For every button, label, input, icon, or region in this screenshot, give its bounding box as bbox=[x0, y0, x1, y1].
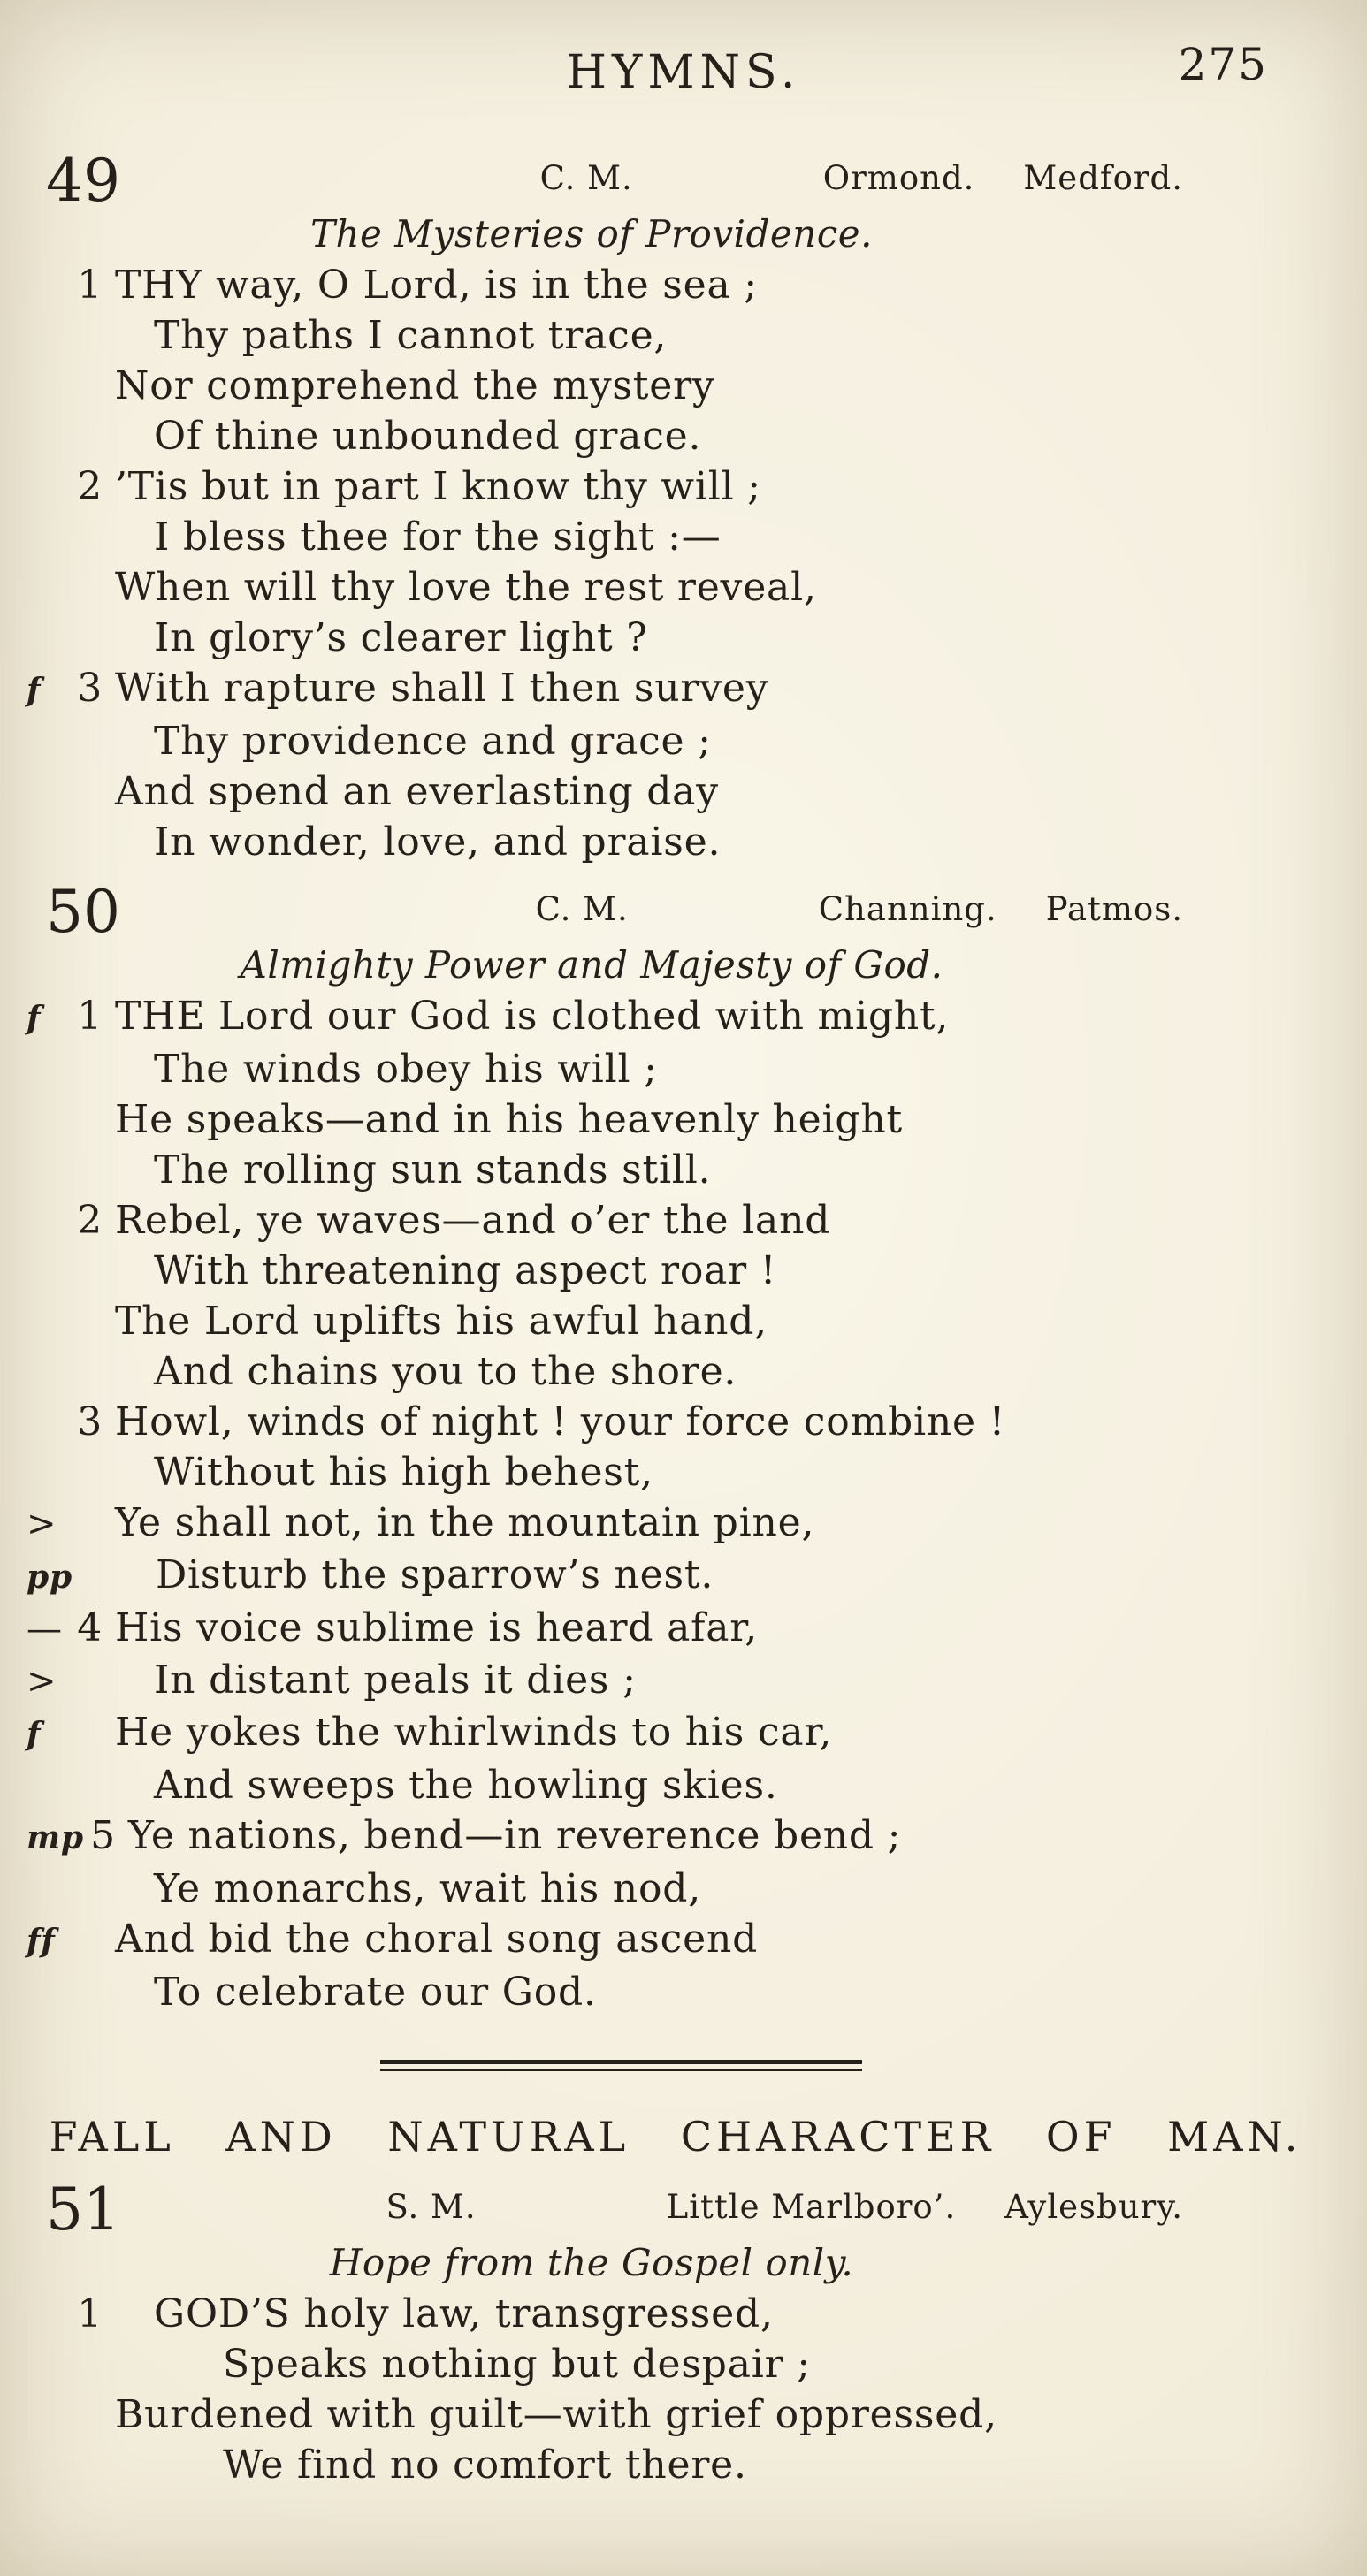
verse-line bbox=[19, 663, 1332, 716]
hymn-meter: C. M. bbox=[535, 890, 629, 928]
stanza-number: 4 bbox=[77, 1605, 103, 1650]
verse-text: And bid the choral song ascend bbox=[115, 1917, 759, 1962]
stanza-5 bbox=[19, 1810, 1332, 2017]
verse-text: GOD’S holy law, transgressed, bbox=[154, 2291, 774, 2336]
verse-text: We find no comfort there. bbox=[223, 2443, 747, 2488]
section-divider bbox=[380, 2060, 862, 2071]
verse-text: Thy providence and grace ; bbox=[154, 719, 712, 764]
verse-text: Without his high behest, bbox=[154, 1450, 653, 1495]
verse-line bbox=[19, 1967, 1332, 2017]
verse-line bbox=[19, 1246, 1332, 1296]
verse-text: Ye nations, bend—in reverence bend ; bbox=[127, 1813, 902, 1858]
stanza-1 bbox=[19, 991, 1332, 1195]
meter-tunes-line bbox=[19, 147, 1332, 215]
verse-line bbox=[19, 716, 1332, 766]
verse-text: And sweeps the howling skies. bbox=[154, 1763, 778, 1808]
hymn-tune: Channing. bbox=[818, 890, 997, 928]
verse-line bbox=[19, 310, 1332, 361]
verse-text: THE Lord our God is clothed with might, bbox=[115, 994, 950, 1039]
verse-line bbox=[19, 512, 1332, 562]
hymn-block-49 bbox=[19, 149, 1332, 867]
stanza-2 bbox=[19, 461, 1332, 663]
verse-text: Thy paths I cannot trace, bbox=[154, 313, 668, 358]
verse-text: In wonder, love, and praise. bbox=[154, 819, 722, 865]
hymn-tunes bbox=[667, 2177, 1183, 2237]
verse-text: In distant peals it dies ; bbox=[154, 1658, 637, 1703]
verse-text: Rebel, ye waves—and o’er the land bbox=[115, 1198, 831, 1243]
verse-line bbox=[19, 1914, 1332, 1967]
stanza-number: 1 bbox=[77, 263, 103, 308]
stanza-number: 1 bbox=[77, 994, 103, 1039]
verse-text: The rolling sun stands still. bbox=[154, 1147, 712, 1193]
verse-text: He speaks—and in his heavenly height bbox=[115, 1097, 903, 1142]
verse-line bbox=[19, 1603, 1332, 1655]
hymn-tune: Aylesbury. bbox=[1004, 2188, 1183, 2226]
dynamic-marking: mp bbox=[27, 1819, 84, 1856]
hymn-tune: Medford. bbox=[1023, 159, 1183, 197]
dynamic-marking: ff bbox=[27, 1923, 56, 1960]
hymn-header bbox=[19, 147, 1332, 215]
stanza-3 bbox=[19, 1397, 1332, 1603]
verse-line bbox=[19, 1195, 1332, 1246]
verse-line bbox=[19, 1760, 1332, 1810]
section-heading: FALL AND NATURAL CHARACTER OF MAN. bbox=[49, 2113, 1302, 2161]
hymn-title: Hope from the Gospel only. bbox=[329, 2241, 854, 2284]
verse-line bbox=[19, 562, 1332, 613]
dynamic-marking: f bbox=[27, 1716, 42, 1753]
verse-text: Howl, winds of night ! your force combine ! bbox=[115, 1399, 1006, 1444]
verse-line bbox=[19, 260, 1332, 310]
hymn-title: Almighty Power and Majesty of God. bbox=[240, 943, 943, 987]
hymn-number: 51 bbox=[46, 2176, 120, 2244]
hymn-tunes bbox=[819, 880, 1183, 940]
verse-line bbox=[19, 817, 1332, 867]
verse-line bbox=[19, 2289, 1332, 2339]
verse-text: Nor comprehend the mystery bbox=[115, 363, 715, 408]
stanza-1 bbox=[19, 2289, 1332, 2490]
hymn-title: The Mysteries of Providence. bbox=[309, 212, 874, 255]
verse-line bbox=[19, 1498, 1332, 1550]
verse-text: In glory’s clearer light ? bbox=[154, 615, 648, 660]
verse-text: And chains you to the shore. bbox=[154, 1349, 737, 1394]
hymn-block-50 bbox=[19, 880, 1332, 2017]
hymn-number: 50 bbox=[46, 878, 120, 946]
hymn-tune: Patmos. bbox=[1045, 890, 1183, 928]
verse-text: Burdened with guilt—with grief oppressed, bbox=[115, 2392, 997, 2437]
verse-line bbox=[19, 1397, 1332, 1447]
verse-text: The Lord uplifts his awful hand, bbox=[115, 1299, 768, 1344]
verse-line bbox=[19, 613, 1332, 663]
dynamic-marking: > bbox=[27, 1504, 57, 1544]
hymn-header bbox=[19, 878, 1332, 946]
verse-line bbox=[19, 1550, 1332, 1603]
stanza-number: 1 bbox=[77, 2291, 103, 2336]
stanza-number: 2 bbox=[77, 1198, 103, 1243]
hymn-tunes bbox=[823, 149, 1183, 209]
verse-line bbox=[19, 1296, 1332, 1346]
verse-line bbox=[19, 1707, 1332, 1760]
stanza-4 bbox=[19, 1603, 1332, 1810]
verse-line bbox=[19, 2440, 1332, 2490]
verse-line bbox=[19, 1863, 1332, 1914]
verse-line bbox=[19, 766, 1332, 817]
stanza-number: 3 bbox=[77, 1399, 103, 1444]
verse-line bbox=[19, 1447, 1332, 1498]
verse-text: Ye monarchs, wait his nod, bbox=[154, 1866, 701, 1911]
verse-line bbox=[19, 2389, 1332, 2440]
hymn-meter: C. M. bbox=[539, 159, 633, 197]
verse-line bbox=[19, 1044, 1332, 1094]
verse-text: Of thine unbounded grace. bbox=[154, 414, 702, 459]
verse-text: I bless thee for the sight :— bbox=[154, 514, 722, 560]
verse-text: With threatening aspect roar ! bbox=[154, 1248, 777, 1293]
verse-text: To celebrate our God. bbox=[154, 1970, 597, 2015]
verse-text: He yokes the whirlwinds to his car, bbox=[115, 1710, 833, 1755]
verse-text: With rapture shall I then survey bbox=[115, 666, 769, 711]
verse-line bbox=[19, 1346, 1332, 1397]
dynamic-marking: > bbox=[27, 1661, 57, 1702]
verse-line bbox=[19, 411, 1332, 461]
verse-line bbox=[19, 461, 1332, 512]
hymn-block-51 bbox=[19, 2177, 1332, 2490]
stanza-3 bbox=[19, 663, 1332, 867]
hymn-tune: Little Marlboro’. bbox=[666, 2188, 957, 2226]
verse-text: When will thy love the rest reveal, bbox=[115, 565, 817, 610]
verse-line bbox=[19, 361, 1332, 411]
dynamic-marking: f bbox=[27, 1000, 42, 1037]
page-header-title: HYMNS. bbox=[566, 46, 801, 99]
stanza-2 bbox=[19, 1195, 1332, 1397]
verse-text: Disturb the sparrow’s nest. bbox=[155, 1552, 714, 1597]
verse-line bbox=[19, 2339, 1332, 2389]
hymn-tune: Ormond. bbox=[822, 159, 975, 197]
verse-line bbox=[19, 991, 1332, 1044]
hymn-meter: S. M. bbox=[386, 2188, 477, 2226]
dynamic-marking: — bbox=[27, 1609, 63, 1650]
verse-line bbox=[19, 1094, 1332, 1145]
dynamic-marking: f bbox=[27, 672, 42, 709]
page-number: 275 bbox=[1178, 39, 1268, 90]
verse-text: THY way, O Lord, is in the sea ; bbox=[115, 263, 758, 308]
stanza-number: 2 bbox=[77, 464, 103, 509]
dynamic-marking: pp bbox=[27, 1559, 73, 1596]
hymn-header bbox=[19, 2176, 1332, 2244]
verse-line bbox=[19, 1655, 1332, 1707]
meter-tunes-line bbox=[19, 878, 1332, 946]
hymn-number: 49 bbox=[46, 147, 120, 215]
verse-line bbox=[19, 1145, 1332, 1195]
page-header bbox=[0, 0, 1367, 133]
hymns-content bbox=[0, 133, 1367, 2490]
verse-line bbox=[19, 1810, 1332, 1863]
verse-text: ’Tis but in part I know thy will ; bbox=[115, 464, 761, 509]
verse-text: Ye shall not, in the mountain pine, bbox=[115, 1500, 815, 1545]
meter-tunes-line bbox=[19, 2176, 1332, 2244]
verse-text: The winds obey his will ; bbox=[154, 1047, 658, 1092]
verse-text: And spend an everlasting day bbox=[115, 769, 719, 814]
stanza-1 bbox=[19, 260, 1332, 461]
verse-text: His voice sublime is heard afar, bbox=[115, 1605, 759, 1650]
stanza-number: 5 bbox=[90, 1813, 116, 1858]
verse-text: Speaks nothing but despair ; bbox=[223, 2342, 811, 2387]
stanza-number: 3 bbox=[77, 666, 103, 711]
